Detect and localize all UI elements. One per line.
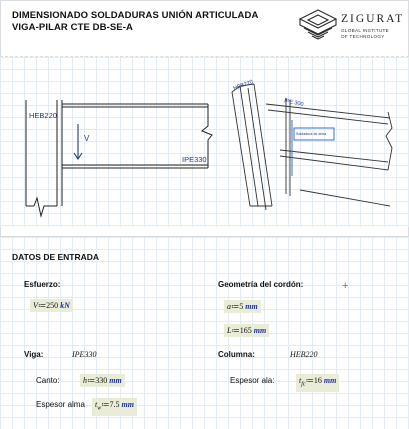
connection-drawing <box>0 60 409 228</box>
espesor-alma-label: Espesor alma <box>36 400 85 409</box>
shear-force-label: V <box>84 134 90 143</box>
web-thickness-symbol: t <box>95 400 98 409</box>
esfuerzo-label: Esfuerzo: <box>24 280 61 289</box>
beam-depth-unit: mm <box>109 376 122 385</box>
shear-force-field[interactable]: V≔250 kN <box>30 299 73 312</box>
viga-value[interactable]: IPE330 <box>72 350 97 359</box>
web-thickness-field[interactable]: $t_w≔7.5$ mm <box>92 398 137 416</box>
weld-length-value: 165 <box>239 326 252 335</box>
isometric-beam-label: IPE 300 <box>283 98 304 109</box>
beam-depth-field[interactable]: h≔330 mm <box>80 374 125 387</box>
throat-thickness-unit: mm <box>245 302 258 311</box>
web-thickness-unit: mm <box>121 400 134 409</box>
isometric-column <box>232 84 272 210</box>
columna-label: Columna: <box>218 350 255 359</box>
beam-depth-symbol: h <box>83 376 87 385</box>
weld-length-field[interactable]: L≔165 mm <box>224 324 269 337</box>
shear-force-arrow <box>74 124 82 159</box>
shear-force-symbol: V <box>33 301 38 310</box>
throat-thickness-value: 5 <box>239 302 244 311</box>
geometria-label: Geometría del cordón: <box>218 280 304 289</box>
throat-thickness-field[interactable]: a≔5 mm <box>224 300 261 313</box>
weld-highlight <box>292 120 334 176</box>
web-thickness-subscript: w <box>97 405 102 412</box>
zigurat-logo <box>298 6 406 46</box>
document-title <box>12 10 258 34</box>
isometric-beam <box>266 98 392 206</box>
logo-subtitle <box>341 28 389 39</box>
shear-force-value: 250 <box>46 301 59 310</box>
weld-length-unit: mm <box>253 326 267 335</box>
weld-note: Soldadura de alma <box>296 132 327 136</box>
logo-name: ZIGURAT <box>341 13 405 25</box>
logo-subtitle-line-2: OF TECHNOLOGY <box>341 33 385 39</box>
columna-value[interactable]: HEB220 <box>290 350 318 359</box>
beam-label: IPE330 <box>182 155 207 164</box>
viga-label: Viga: <box>24 350 44 359</box>
title-line-2: VIGA-PILAR CTE DB-SE-A <box>12 22 133 33</box>
section-title-input-data: DATOS DE ENTRADA <box>12 252 100 262</box>
column-flange-thickness-field[interactable]: $t_{fc}≔16$ mm <box>296 374 339 392</box>
logo-subtitle-line-1: GLOBAL INSTITUTE <box>341 28 390 33</box>
espesor-ala-label: Espesor ala: <box>230 376 275 385</box>
shear-force-unit: kN <box>60 301 70 310</box>
canto-label: Canto: <box>36 376 60 385</box>
column-flange-thickness-unit: mm <box>323 376 337 385</box>
title-line-1: DIMENSIONADO SOLDADURAS UNIÓN ARTICULADA <box>12 10 259 21</box>
zigurat-logo-icon <box>298 8 338 42</box>
column-flange-thickness-symbol: t <box>299 376 302 385</box>
beam-depth-value: 330 <box>95 376 108 385</box>
column-flange-thickness-value: 16 <box>313 376 322 385</box>
isometric-column-label: HEB220 <box>232 79 254 92</box>
column-label: HEB220 <box>29 111 57 120</box>
throat-thickness-symbol: a <box>227 302 231 311</box>
weld-length-symbol: L <box>227 326 232 335</box>
column-flange-thickness-subscript: fc <box>301 381 306 388</box>
add-cursor-icon[interactable]: + <box>342 280 349 292</box>
web-thickness-value: 7.5 <box>109 400 120 409</box>
